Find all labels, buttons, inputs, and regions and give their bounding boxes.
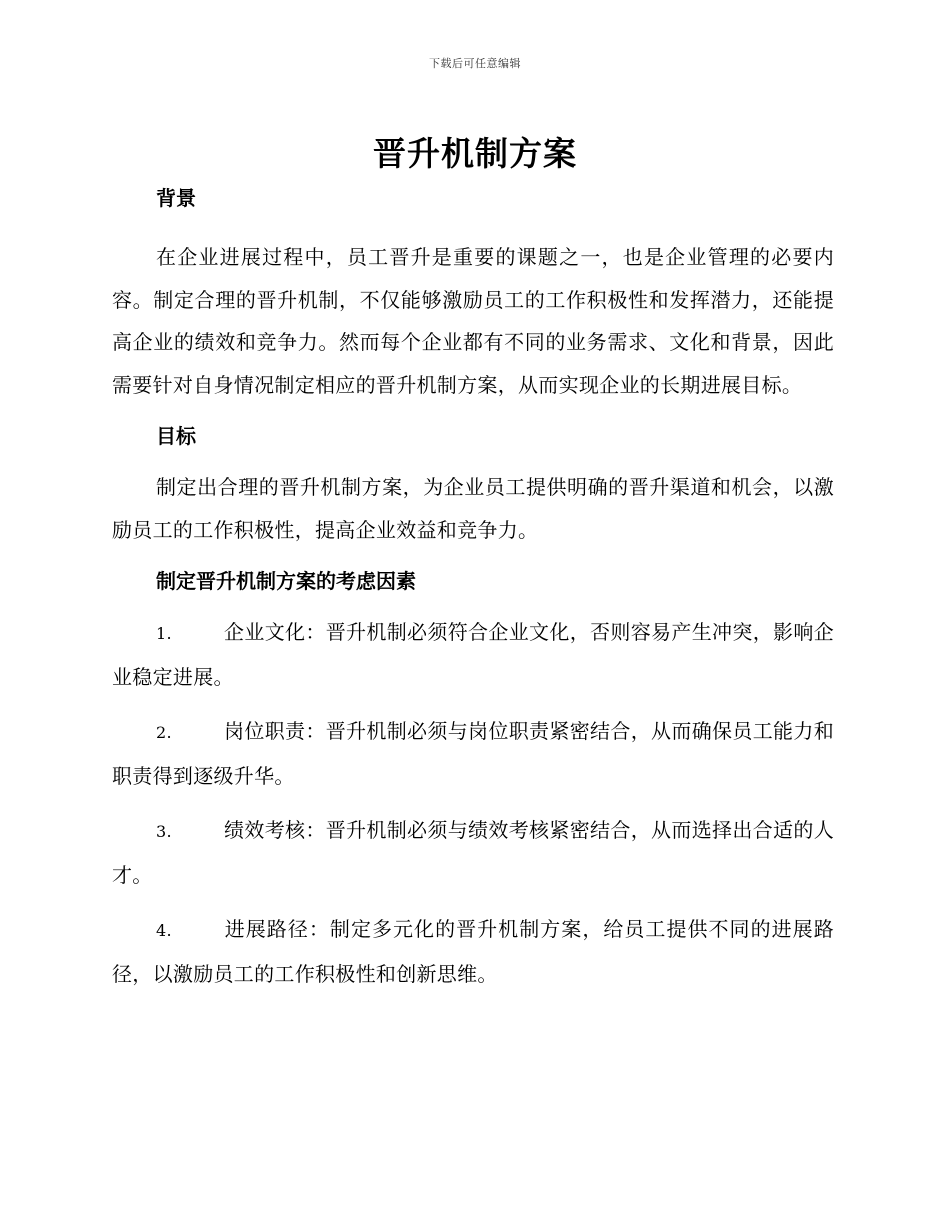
section-heading-background: 背景 bbox=[156, 186, 196, 210]
paragraph-background: 在企业进展过程中，员工晋升是重要的课题之一，也是企业管理的必要内容。制定合理的晋升机制，不仅能够激励员工的工作积极性和发挥潜力，还能提高企业的绩效和竞争力。然而每个企业都有不同的业务需求、文化和背景，因此需要针对自身情况制定相应的晋升机制方案，从而实现企业的长期进展目标。 bbox=[112, 245, 834, 397]
spacer bbox=[112, 599, 834, 611]
list-item-text: 绩效考核：晋升机制必须与绩效考核紧密结合，从而选择出合适的人才。 bbox=[112, 818, 834, 887]
spacer bbox=[112, 406, 834, 418]
spacer bbox=[112, 454, 834, 466]
document-title: 晋升机制方案 bbox=[373, 134, 577, 173]
document-body bbox=[112, 180, 834, 995]
header-note: 下载后可任意编辑 bbox=[429, 57, 521, 70]
list-item-number: 3. bbox=[156, 822, 172, 841]
list-item-number: 4. bbox=[156, 921, 172, 940]
list-item-text: 进展路径：制定多元化的晋升机制方案，给员工提供不同的进展路径，以激励员工的工作积极性和创新思维。 bbox=[112, 917, 834, 986]
paragraph-goal: 制定出合理的晋升机制方案，为企业员工提供明确的晋升渠道和机会，以激励员工的工作积极性，提高企业效益和竞争力。 bbox=[112, 475, 834, 542]
spacer bbox=[112, 896, 834, 908]
section-heading-factors: 制定晋升机制方案的考虑因素 bbox=[156, 569, 416, 593]
list-item-text: 岗位职责：晋升机制必须与岗位职责紧密结合，从而确保员工能力和职责得到逐级升华。 bbox=[112, 719, 834, 788]
spacer bbox=[112, 216, 834, 236]
spacer bbox=[112, 698, 834, 710]
spacer bbox=[112, 551, 834, 563]
list-item-number: 1. bbox=[156, 624, 172, 643]
list-item-number: 2. bbox=[156, 723, 172, 742]
list-item bbox=[112, 611, 834, 698]
spacer bbox=[112, 797, 834, 809]
list-item-text: 企业文化：晋升机制必须符合企业文化，否则容易产生冲突，影响企业稳定进展。 bbox=[112, 620, 834, 689]
list-item bbox=[112, 710, 834, 797]
list-item bbox=[112, 908, 834, 995]
section-heading-goal: 目标 bbox=[156, 424, 196, 448]
list-item bbox=[112, 809, 834, 896]
